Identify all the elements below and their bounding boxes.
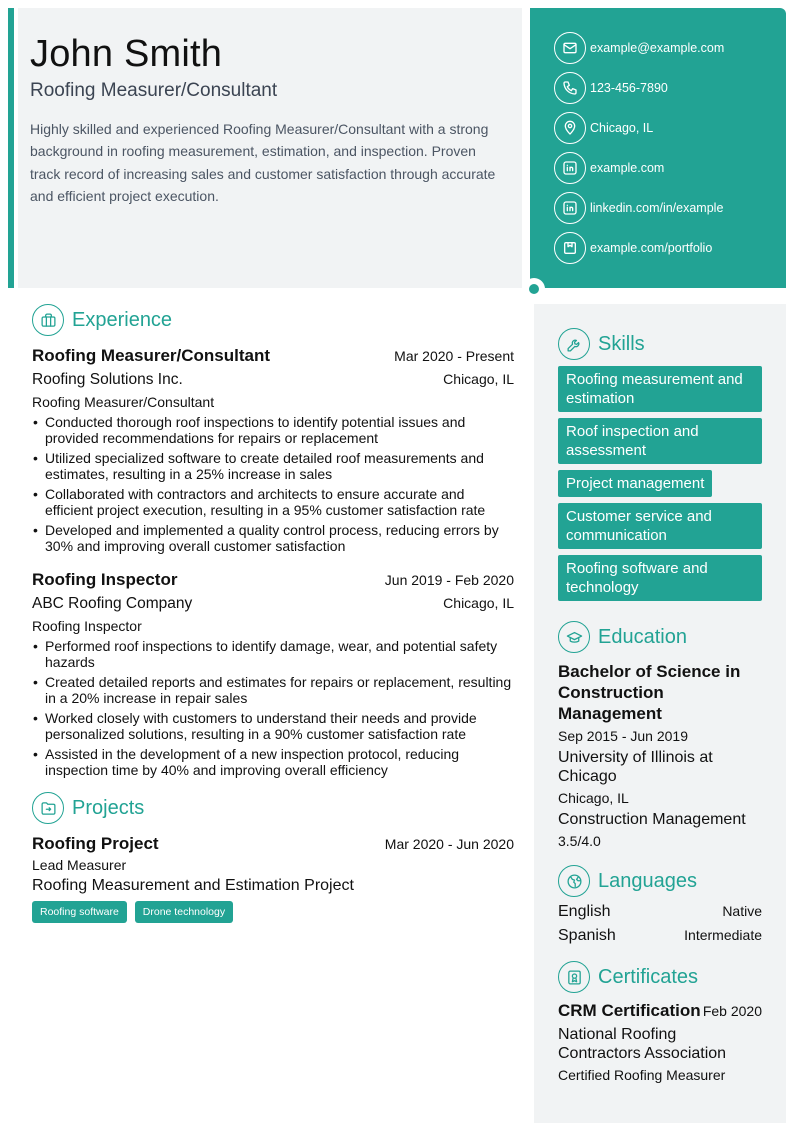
languages-title: Languages bbox=[598, 869, 697, 892]
certificates-section bbox=[558, 961, 762, 1083]
job-bullet: • Collaborated with contractors and architects to ensure accurate and efficient project execution, resulting in a 95% customer satisfaction rate bbox=[32, 486, 514, 518]
education-title: Education bbox=[598, 625, 687, 648]
project-role: Lead Measurer bbox=[32, 857, 127, 873]
portfolio-icon bbox=[554, 232, 586, 264]
language-name: English bbox=[558, 903, 611, 920]
linkedin-icon bbox=[554, 152, 586, 184]
contact-email[interactable] bbox=[554, 32, 786, 64]
education-gpa: 3.5/4.0 bbox=[558, 833, 601, 849]
skill-badge: Roofing measurement and estimation bbox=[558, 366, 762, 412]
linkedin-icon bbox=[554, 192, 586, 224]
location-pin-icon bbox=[554, 112, 586, 144]
job-bullet: • Assisted in the development of a new inspection protocol, reducing inspection time by 40% and improving overall efficiency bbox=[32, 746, 514, 778]
experience-heading bbox=[32, 304, 514, 336]
contact-linkedin[interactable] bbox=[554, 192, 786, 224]
project-tag: Drone technology bbox=[135, 901, 233, 923]
education-heading bbox=[558, 621, 762, 653]
job-company: ABC Roofing Company bbox=[32, 595, 193, 612]
job-bullets bbox=[32, 414, 514, 554]
briefcase-icon bbox=[32, 304, 64, 336]
projects-section bbox=[32, 792, 514, 923]
header-panel bbox=[18, 8, 522, 288]
languages-heading bbox=[558, 865, 762, 897]
job-bullets bbox=[32, 638, 514, 778]
job-title: Roofing Measurer/Consultant bbox=[32, 346, 271, 365]
job-entry bbox=[32, 570, 514, 778]
main-column bbox=[32, 304, 514, 923]
certificate-issuer: National Roofing Contractors Association bbox=[558, 1026, 727, 1062]
job-title: Roofing Inspector bbox=[32, 570, 178, 589]
projects-title: Projects bbox=[72, 796, 145, 819]
accent-bar bbox=[8, 8, 14, 288]
job-bullet: • Created detailed reports and estimates for repairs or replacement, resulting in a 20% increase in repair sales bbox=[32, 674, 514, 706]
education-location: Chicago, IL bbox=[558, 790, 629, 806]
contact-location-text: Chicago, IL bbox=[590, 121, 654, 135]
contact-portfolio-text: example.com/portfolio bbox=[590, 241, 713, 255]
skills-title: Skills bbox=[598, 332, 645, 355]
education-section bbox=[558, 621, 762, 849]
sidebar-content bbox=[558, 328, 762, 1083]
project-tags bbox=[32, 901, 514, 923]
certificate-name: CRM Certification bbox=[558, 1001, 701, 1020]
skills-heading bbox=[558, 328, 762, 360]
contact-phone[interactable] bbox=[554, 72, 786, 104]
skill-badge: Roof inspection and assessment bbox=[558, 418, 762, 464]
projects-heading bbox=[32, 792, 514, 824]
folder-icon bbox=[32, 792, 64, 824]
contact-website-text: example.com bbox=[590, 161, 665, 175]
job-bullet: • Conducted thorough roof inspections to identify potential issues and provided recommendations for repairs or replacement bbox=[32, 414, 514, 446]
wrench-icon bbox=[558, 328, 590, 360]
education-field: Construction Management bbox=[558, 811, 746, 828]
certificate-description: Certified Roofing Measurer bbox=[558, 1067, 726, 1083]
education-school: University of Illinois at Chicago bbox=[558, 749, 713, 785]
contact-email-text: example@example.com bbox=[590, 41, 725, 55]
job-dates: Jun 2019 - Feb 2020 bbox=[384, 572, 514, 588]
certificates-title: Certificates bbox=[598, 965, 699, 988]
project-description: Roofing Measurement and Estimation Project bbox=[32, 877, 354, 894]
experience-title: Experience bbox=[72, 308, 173, 331]
language-row bbox=[558, 903, 762, 921]
language-row bbox=[558, 927, 762, 945]
contact-linkedin-text: linkedin.com/in/example bbox=[590, 201, 724, 215]
phone-icon bbox=[554, 72, 586, 104]
globe-icon bbox=[558, 865, 590, 897]
graduation-cap-icon bbox=[558, 621, 590, 653]
certificate-date: Feb 2020 bbox=[702, 1003, 762, 1019]
certificate-icon bbox=[558, 961, 590, 993]
job-bullet: • Utilized specialized software to create detailed roof measurements and estimates, resulting in a 25% increase in sales bbox=[32, 450, 514, 482]
contact-panel bbox=[530, 8, 786, 288]
project-dates: Mar 2020 - Jun 2020 bbox=[384, 836, 514, 852]
certificates-heading bbox=[558, 961, 762, 993]
job-dates: Mar 2020 - Present bbox=[394, 348, 514, 364]
contact-phone-text: 123-456-7890 bbox=[590, 81, 668, 95]
education-degree: Bachelor of Science in Construction Management bbox=[558, 662, 741, 723]
candidate-name: John Smith bbox=[30, 33, 223, 75]
language-level: Intermediate bbox=[684, 927, 762, 943]
languages-section bbox=[558, 865, 762, 945]
contact-location bbox=[554, 112, 786, 144]
project-entry bbox=[32, 834, 514, 923]
contact-portfolio[interactable] bbox=[554, 232, 786, 264]
job-location: Chicago, IL bbox=[443, 371, 514, 387]
job-bullet: • Worked closely with customers to understand their needs and provide personalized solutions, resulting in a 90% customer satisfaction rate bbox=[32, 710, 514, 742]
contact-website[interactable] bbox=[554, 152, 786, 184]
job-company: Roofing Solutions Inc. bbox=[32, 371, 183, 388]
education-dates: Sep 2015 - Jun 2019 bbox=[558, 728, 688, 744]
language-level: Native bbox=[722, 903, 762, 919]
job-bullet: • Performed roof inspections to identify damage, wear, and potential safety hazards bbox=[32, 638, 514, 670]
timeline-dot bbox=[523, 278, 545, 300]
project-name: Roofing Project bbox=[32, 834, 159, 853]
email-icon bbox=[554, 32, 586, 64]
skill-badge: Roofing software and technology bbox=[558, 555, 762, 601]
skill-badge: Customer service and communication bbox=[558, 503, 762, 549]
skill-badge: Project management bbox=[558, 470, 712, 497]
job-entry bbox=[32, 346, 514, 554]
candidate-title: Roofing Measurer/Consultant bbox=[30, 79, 278, 101]
language-name: Spanish bbox=[558, 927, 616, 944]
skills-section bbox=[558, 328, 762, 601]
summary: Highly skilled and experienced Roofing Measurer/Consultant with a strong background in roofing measurement, estimation, and inspection. Proven track record of increasing sales and customer satisfaction through accurate and efficient project execution. bbox=[30, 120, 496, 205]
experience-section bbox=[32, 304, 514, 778]
project-tag: Roofing software bbox=[32, 901, 127, 923]
certificate-row bbox=[558, 1001, 762, 1021]
job-role: Roofing Inspector bbox=[32, 618, 142, 634]
skills-list bbox=[558, 366, 762, 601]
job-bullet: • Developed and implemented a quality control process, reducing errors by 30% and improving overall customer satisfaction bbox=[32, 522, 514, 554]
job-location: Chicago, IL bbox=[443, 595, 514, 611]
job-role: Roofing Measurer/Consultant bbox=[32, 394, 215, 410]
